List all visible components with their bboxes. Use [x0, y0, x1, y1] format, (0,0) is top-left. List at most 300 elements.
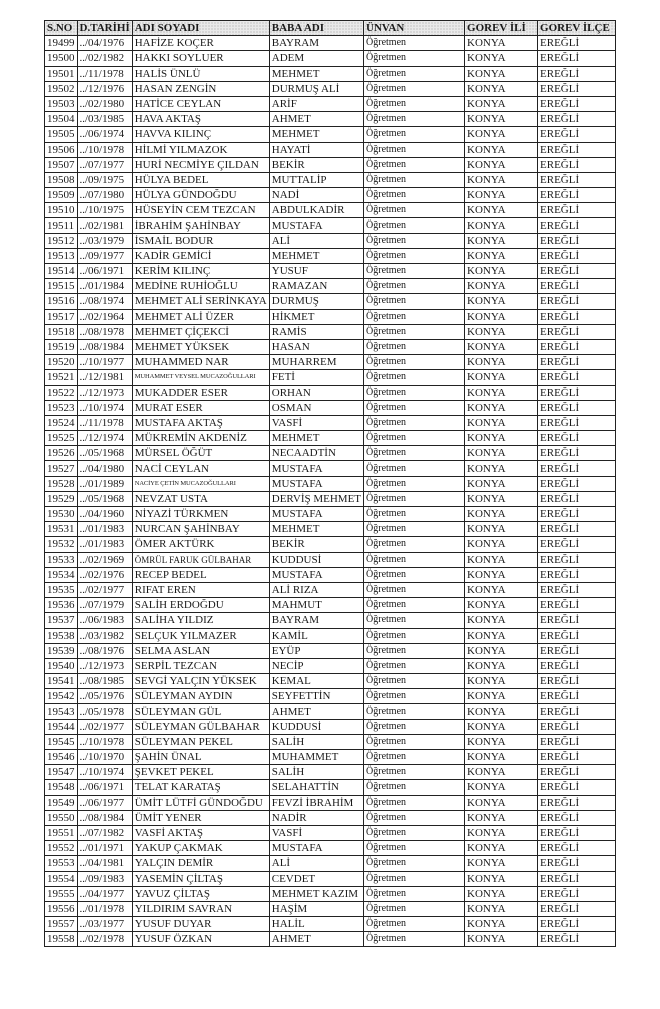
table-row	[45, 491, 616, 506]
cell-father-name: FEVZİ İBRAHİM	[269, 795, 363, 810]
cell-sno: 19553	[45, 856, 78, 871]
cell-father-name: VASFİ	[269, 415, 363, 430]
cell-full-name: ÜMİT LÜTFİ GÜNDOĞDU	[132, 795, 269, 810]
cell-father-name: ABDULKADİR	[269, 203, 363, 218]
cell-district: EREĞLİ	[538, 127, 616, 142]
cell-title: Öğretmen	[364, 567, 465, 582]
cell-title: Öğretmen	[364, 51, 465, 66]
cell-district: EREĞLİ	[538, 674, 616, 689]
cell-father-name: MUSTAFA	[269, 461, 363, 476]
cell-birth-date: ../04/1977	[77, 886, 132, 901]
cell-district: EREĞLİ	[538, 36, 616, 51]
cell-city: KONYA	[465, 582, 538, 597]
cell-birth-date: ../08/1976	[77, 643, 132, 658]
cell-full-name: ÖMER AKTÜRK	[132, 537, 269, 552]
personnel-table	[44, 20, 616, 947]
cell-title: Öğretmen	[364, 188, 465, 203]
cell-city: KONYA	[465, 658, 538, 673]
cell-title: Öğretmen	[364, 689, 465, 704]
cell-father-name: DURMUŞ ALİ	[269, 81, 363, 96]
cell-full-name: ŞEVKET PEKEL	[132, 765, 269, 780]
cell-birth-date: ../07/1982	[77, 825, 132, 840]
cell-father-name: ALİ	[269, 233, 363, 248]
cell-district: EREĞLİ	[538, 901, 616, 916]
cell-district: EREĞLİ	[538, 324, 616, 339]
cell-sno: 19552	[45, 841, 78, 856]
cell-full-name: YASEMİN ÇİLTAŞ	[132, 871, 269, 886]
cell-full-name: HÜLYA GÜNDOĞDU	[132, 188, 269, 203]
cell-district: EREĞLİ	[538, 400, 616, 415]
table-row	[45, 172, 616, 187]
cell-sno: 19555	[45, 886, 78, 901]
table-row	[45, 825, 616, 840]
cell-full-name: HALİS ÜNLÜ	[132, 66, 269, 81]
cell-title: Öğretmen	[364, 582, 465, 597]
cell-birth-date: ../05/1968	[77, 446, 132, 461]
cell-birth-date: ../06/1974	[77, 127, 132, 142]
cell-birth-date: ../03/1982	[77, 628, 132, 643]
cell-city: KONYA	[465, 841, 538, 856]
cell-title: Öğretmen	[364, 172, 465, 187]
cell-sno: 19508	[45, 172, 78, 187]
cell-district: EREĞLİ	[538, 172, 616, 187]
cell-full-name: HAKKI SOYLUER	[132, 51, 269, 66]
cell-title: Öğretmen	[364, 294, 465, 309]
cell-title: Öğretmen	[364, 355, 465, 370]
cell-father-name: KUDDUSİ	[269, 552, 363, 567]
cell-father-name: BAYRAM	[269, 613, 363, 628]
cell-city: KONYA	[465, 795, 538, 810]
cell-city: KONYA	[465, 248, 538, 263]
cell-city: KONYA	[465, 704, 538, 719]
table-row	[45, 446, 616, 461]
cell-father-name: ARİF	[269, 96, 363, 111]
cell-birth-date: ../03/1985	[77, 112, 132, 127]
cell-title: Öğretmen	[364, 370, 465, 385]
cell-sno: 19534	[45, 567, 78, 582]
cell-full-name: SÜLEYMAN AYDIN	[132, 689, 269, 704]
cell-father-name: BAYRAM	[269, 36, 363, 51]
cell-full-name: ŞAHİN ÜNAL	[132, 750, 269, 765]
cell-title: Öğretmen	[364, 552, 465, 567]
header-father-name: BABA ADI	[269, 21, 363, 36]
cell-full-name: NACİ CEYLAN	[132, 461, 269, 476]
cell-father-name: ORHAN	[269, 385, 363, 400]
cell-city: KONYA	[465, 719, 538, 734]
cell-father-name: BEKİR	[269, 537, 363, 552]
cell-city: KONYA	[465, 825, 538, 840]
cell-father-name: FETİ	[269, 370, 363, 385]
cell-full-name: NURCAN ŞAHİNBAY	[132, 522, 269, 537]
cell-sno: 19510	[45, 203, 78, 218]
cell-city: KONYA	[465, 218, 538, 233]
cell-birth-date: ../09/1983	[77, 871, 132, 886]
cell-sno: 19527	[45, 461, 78, 476]
table-row	[45, 36, 616, 51]
table-row	[45, 157, 616, 172]
cell-sno: 19547	[45, 765, 78, 780]
cell-city: KONYA	[465, 628, 538, 643]
table-row	[45, 932, 616, 947]
cell-birth-date: ../01/1971	[77, 841, 132, 856]
cell-sno: 19524	[45, 415, 78, 430]
table-row	[45, 415, 616, 430]
cell-sno: 19540	[45, 658, 78, 673]
cell-birth-date: ../05/1976	[77, 689, 132, 704]
header-row	[45, 21, 616, 36]
cell-sno: 19515	[45, 279, 78, 294]
cell-full-name: MÜKREMİN AKDENİZ	[132, 431, 269, 446]
cell-birth-date: ../10/1975	[77, 203, 132, 218]
cell-title: Öğretmen	[364, 901, 465, 916]
cell-district: EREĞLİ	[538, 112, 616, 127]
cell-full-name: HATİCE CEYLAN	[132, 96, 269, 111]
table-row	[45, 233, 616, 248]
table-row	[45, 522, 616, 537]
cell-father-name: DURMUŞ	[269, 294, 363, 309]
cell-title: Öğretmen	[364, 233, 465, 248]
table-row	[45, 476, 616, 491]
cell-sno: 19503	[45, 96, 78, 111]
cell-sno: 19537	[45, 613, 78, 628]
cell-birth-date: ../08/1984	[77, 339, 132, 354]
cell-father-name: ALİ RIZA	[269, 582, 363, 597]
cell-birth-date: ../02/1977	[77, 719, 132, 734]
cell-title: Öğretmen	[364, 871, 465, 886]
cell-sno: 19514	[45, 264, 78, 279]
cell-birth-date: ../02/1977	[77, 582, 132, 597]
cell-sno: 19509	[45, 188, 78, 203]
cell-district: EREĞLİ	[538, 188, 616, 203]
cell-sno: 19526	[45, 446, 78, 461]
table-row	[45, 188, 616, 203]
cell-sno: 19531	[45, 522, 78, 537]
cell-district: EREĞLİ	[538, 932, 616, 947]
cell-birth-date: ../07/1980	[77, 188, 132, 203]
cell-district: EREĞLİ	[538, 613, 616, 628]
cell-district: EREĞLİ	[538, 841, 616, 856]
cell-full-name: ÖMRÜL FARUK GÜLBAHAR	[132, 552, 269, 567]
cell-father-name: NADİR	[269, 810, 363, 825]
table-row	[45, 142, 616, 157]
cell-full-name: KADİR GEMİCİ	[132, 248, 269, 263]
cell-city: KONYA	[465, 476, 538, 491]
cell-father-name: SELAHATTİN	[269, 780, 363, 795]
cell-city: KONYA	[465, 567, 538, 582]
cell-birth-date: ../02/1976	[77, 567, 132, 582]
cell-sno: 19558	[45, 932, 78, 947]
cell-city: KONYA	[465, 765, 538, 780]
cell-birth-date: ../08/1974	[77, 294, 132, 309]
cell-district: EREĞLİ	[538, 765, 616, 780]
cell-father-name: MEHMET	[269, 522, 363, 537]
cell-full-name: NACİYE ÇETİN MUCAZOĞULLARI	[132, 476, 269, 491]
table-row	[45, 734, 616, 749]
cell-birth-date: ../12/1974	[77, 431, 132, 446]
cell-sno: 19536	[45, 598, 78, 613]
cell-sno: 19535	[45, 582, 78, 597]
cell-father-name: SALİH	[269, 734, 363, 749]
cell-father-name: SEYFETTİN	[269, 689, 363, 704]
cell-birth-date: ../04/1960	[77, 507, 132, 522]
cell-city: KONYA	[465, 446, 538, 461]
cell-father-name: NECİP	[269, 658, 363, 673]
cell-district: EREĞLİ	[538, 370, 616, 385]
table-row	[45, 598, 616, 613]
table-row	[45, 658, 616, 673]
cell-father-name: MUSTAFA	[269, 567, 363, 582]
cell-sno: 19554	[45, 871, 78, 886]
cell-city: KONYA	[465, 81, 538, 96]
cell-full-name: HÜLYA BEDEL	[132, 172, 269, 187]
cell-full-name: MUHAMMED NAR	[132, 355, 269, 370]
cell-city: KONYA	[465, 66, 538, 81]
cell-full-name: KERİM KILINÇ	[132, 264, 269, 279]
cell-city: KONYA	[465, 51, 538, 66]
cell-birth-date: ../03/1979	[77, 233, 132, 248]
cell-city: KONYA	[465, 674, 538, 689]
cell-city: KONYA	[465, 203, 538, 218]
cell-district: EREĞLİ	[538, 825, 616, 840]
cell-sno: 19545	[45, 734, 78, 749]
cell-city: KONYA	[465, 932, 538, 947]
cell-title: Öğretmen	[364, 324, 465, 339]
cell-sno: 19504	[45, 112, 78, 127]
cell-title: Öğretmen	[364, 750, 465, 765]
cell-birth-date: ../01/1984	[77, 279, 132, 294]
cell-title: Öğretmen	[364, 810, 465, 825]
cell-sno: 19520	[45, 355, 78, 370]
header-district: GOREV İLÇE	[538, 21, 616, 36]
cell-title: Öğretmen	[364, 917, 465, 932]
cell-sno: 19550	[45, 810, 78, 825]
cell-full-name: MEHMET YÜKSEK	[132, 339, 269, 354]
cell-city: KONYA	[465, 415, 538, 430]
cell-city: KONYA	[465, 36, 538, 51]
cell-father-name: OSMAN	[269, 400, 363, 415]
cell-full-name: İSMAİL BODUR	[132, 233, 269, 248]
cell-title: Öğretmen	[364, 431, 465, 446]
cell-city: KONYA	[465, 780, 538, 795]
cell-sno: 19529	[45, 491, 78, 506]
table-row	[45, 871, 616, 886]
cell-father-name: RAMİS	[269, 324, 363, 339]
cell-title: Öğretmen	[364, 704, 465, 719]
table-row	[45, 780, 616, 795]
cell-title: Öğretmen	[364, 886, 465, 901]
cell-district: EREĞLİ	[538, 157, 616, 172]
cell-full-name: SEVGİ YALÇIN YÜKSEK	[132, 674, 269, 689]
cell-city: KONYA	[465, 400, 538, 415]
table-row	[45, 856, 616, 871]
cell-city: KONYA	[465, 507, 538, 522]
cell-title: Öğretmen	[364, 127, 465, 142]
cell-full-name: SÜLEYMAN GÜLBAHAR	[132, 719, 269, 734]
table-row	[45, 203, 616, 218]
cell-title: Öğretmen	[364, 96, 465, 111]
cell-birth-date: ../10/1977	[77, 355, 132, 370]
cell-sno: 19522	[45, 385, 78, 400]
cell-father-name: DERVİŞ MEHMET	[269, 491, 363, 506]
table-row	[45, 537, 616, 552]
cell-district: EREĞLİ	[538, 917, 616, 932]
cell-full-name: RIFAT EREN	[132, 582, 269, 597]
cell-city: KONYA	[465, 901, 538, 916]
cell-birth-date: ../06/1971	[77, 780, 132, 795]
cell-title: Öğretmen	[364, 36, 465, 51]
cell-father-name: MUSTAFA	[269, 476, 363, 491]
cell-title: Öğretmen	[364, 841, 465, 856]
cell-father-name: AHMET	[269, 112, 363, 127]
table-row	[45, 264, 616, 279]
cell-full-name: SELMA ASLAN	[132, 643, 269, 658]
cell-sno: 19546	[45, 750, 78, 765]
cell-district: EREĞLİ	[538, 582, 616, 597]
cell-title: Öğretmen	[364, 309, 465, 324]
cell-sno: 19543	[45, 704, 78, 719]
table-row	[45, 127, 616, 142]
cell-city: KONYA	[465, 917, 538, 932]
cell-full-name: VASFİ AKTAŞ	[132, 825, 269, 840]
cell-district: EREĞLİ	[538, 203, 616, 218]
cell-title: Öğretmen	[364, 932, 465, 947]
cell-district: EREĞLİ	[538, 66, 616, 81]
cell-title: Öğretmen	[364, 81, 465, 96]
cell-title: Öğretmen	[364, 248, 465, 263]
cell-sno: 19542	[45, 689, 78, 704]
table-row	[45, 704, 616, 719]
cell-city: KONYA	[465, 324, 538, 339]
cell-birth-date: ../02/1982	[77, 51, 132, 66]
cell-father-name: CEVDET	[269, 871, 363, 886]
cell-father-name: MAHMUT	[269, 598, 363, 613]
cell-district: EREĞLİ	[538, 294, 616, 309]
cell-title: Öğretmen	[364, 142, 465, 157]
table-row	[45, 112, 616, 127]
table-row	[45, 248, 616, 263]
cell-city: KONYA	[465, 309, 538, 324]
cell-birth-date: ../11/1978	[77, 66, 132, 81]
table-row	[45, 901, 616, 916]
cell-city: KONYA	[465, 172, 538, 187]
cell-district: EREĞLİ	[538, 491, 616, 506]
cell-district: EREĞLİ	[538, 537, 616, 552]
cell-title: Öğretmen	[364, 400, 465, 415]
cell-sno: 19551	[45, 825, 78, 840]
cell-father-name: YUSUF	[269, 264, 363, 279]
cell-district: EREĞLİ	[538, 522, 616, 537]
cell-birth-date: ../08/1978	[77, 324, 132, 339]
cell-title: Öğretmen	[364, 218, 465, 233]
cell-full-name: YAKUP ÇAKMAK	[132, 841, 269, 856]
cell-father-name: NADİ	[269, 188, 363, 203]
cell-father-name: SALİH	[269, 765, 363, 780]
cell-sno: 19538	[45, 628, 78, 643]
cell-sno: 19512	[45, 233, 78, 248]
table-row	[45, 431, 616, 446]
cell-title: Öğretmen	[364, 598, 465, 613]
cell-birth-date: ../04/1981	[77, 856, 132, 871]
cell-sno: 19541	[45, 674, 78, 689]
table-row	[45, 324, 616, 339]
cell-city: KONYA	[465, 112, 538, 127]
cell-full-name: RECEP BEDEL	[132, 567, 269, 582]
cell-title: Öğretmen	[364, 674, 465, 689]
cell-district: EREĞLİ	[538, 628, 616, 643]
cell-sno: 19548	[45, 780, 78, 795]
header-full-name: ADI SOYADI	[132, 21, 269, 36]
cell-city: KONYA	[465, 689, 538, 704]
cell-city: KONYA	[465, 886, 538, 901]
cell-father-name: ALİ	[269, 856, 363, 871]
cell-father-name: MEHMET	[269, 66, 363, 81]
cell-city: KONYA	[465, 491, 538, 506]
cell-city: KONYA	[465, 339, 538, 354]
cell-sno: 19500	[45, 51, 78, 66]
table-row	[45, 507, 616, 522]
cell-district: EREĞLİ	[538, 461, 616, 476]
cell-district: EREĞLİ	[538, 856, 616, 871]
cell-father-name: HALİL	[269, 917, 363, 932]
table-row	[45, 66, 616, 81]
cell-title: Öğretmen	[364, 264, 465, 279]
cell-father-name: MUTTALİP	[269, 172, 363, 187]
cell-birth-date: ../08/1984	[77, 810, 132, 825]
cell-district: EREĞLİ	[538, 598, 616, 613]
cell-district: EREĞLİ	[538, 446, 616, 461]
cell-birth-date: ../09/1975	[77, 172, 132, 187]
cell-father-name: RAMAZAN	[269, 279, 363, 294]
cell-birth-date: ../08/1985	[77, 674, 132, 689]
table-row	[45, 765, 616, 780]
cell-full-name: NEVZAT USTA	[132, 491, 269, 506]
cell-full-name: TELAT KARATAŞ	[132, 780, 269, 795]
cell-sno: 19549	[45, 795, 78, 810]
cell-city: KONYA	[465, 294, 538, 309]
cell-title: Öğretmen	[364, 203, 465, 218]
table-row	[45, 810, 616, 825]
cell-birth-date: ../02/1978	[77, 932, 132, 947]
cell-title: Öğretmen	[364, 446, 465, 461]
cell-sno: 19525	[45, 431, 78, 446]
cell-sno: 19513	[45, 248, 78, 263]
cell-sno: 19506	[45, 142, 78, 157]
cell-full-name: MURAT ESER	[132, 400, 269, 415]
table-row	[45, 355, 616, 370]
cell-full-name: HURİ NECMİYE ÇILDAN	[132, 157, 269, 172]
header-city: GOREV İLİ	[465, 21, 538, 36]
cell-birth-date: ../01/1989	[77, 476, 132, 491]
cell-city: KONYA	[465, 370, 538, 385]
cell-sno: 19556	[45, 901, 78, 916]
cell-full-name: SALİHA YILDIZ	[132, 613, 269, 628]
cell-district: EREĞLİ	[538, 704, 616, 719]
table-row	[45, 294, 616, 309]
cell-sno: 19528	[45, 476, 78, 491]
cell-district: EREĞLİ	[538, 96, 616, 111]
cell-full-name: MEHMET ALİ ÜZER	[132, 309, 269, 324]
table-row	[45, 582, 616, 597]
cell-birth-date: ../06/1983	[77, 613, 132, 628]
cell-district: EREĞLİ	[538, 385, 616, 400]
table-row	[45, 886, 616, 901]
cell-title: Öğretmen	[364, 734, 465, 749]
cell-title: Öğretmen	[364, 643, 465, 658]
cell-father-name: HASAN	[269, 339, 363, 354]
cell-father-name: MEHMET	[269, 248, 363, 263]
cell-birth-date: ../02/1980	[77, 96, 132, 111]
table-row	[45, 279, 616, 294]
